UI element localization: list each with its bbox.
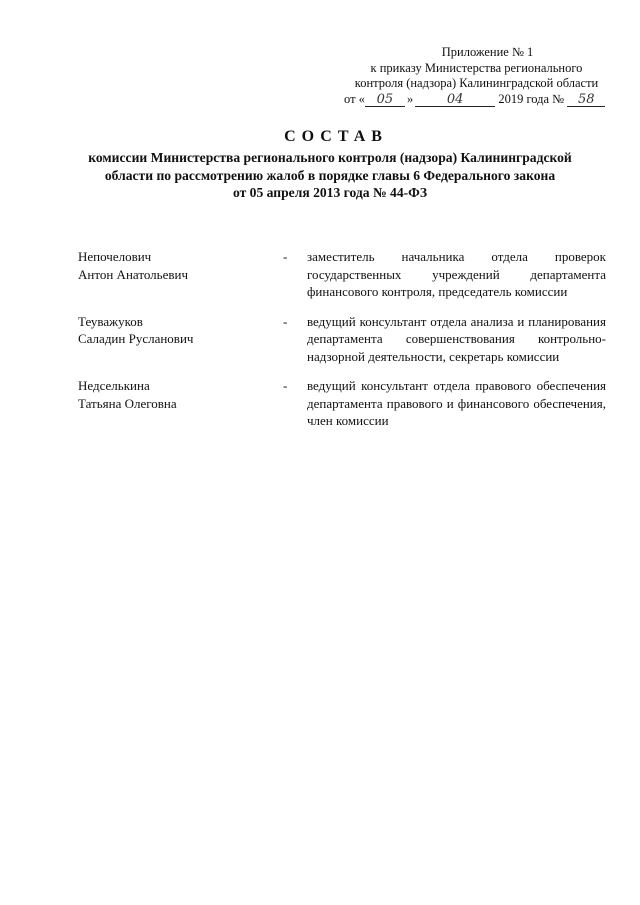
handwritten-day: 05 xyxy=(365,93,405,107)
title-heading: СОСТАВ xyxy=(284,128,388,145)
member-given-names: Татьяна Олеговна xyxy=(78,395,177,411)
member-name xyxy=(78,377,283,430)
member-dash: - xyxy=(283,378,288,393)
appendix-date-line xyxy=(330,92,615,108)
appendix-ministry: контроля (надзора) Калининградской области xyxy=(354,76,599,90)
member-surname: Недселькина xyxy=(78,378,150,393)
commission-members-list xyxy=(78,248,610,442)
member-name xyxy=(78,248,283,301)
handwritten-order-number: 58 xyxy=(567,93,605,107)
appendix-order-ref: к приказу Министерства регионального xyxy=(370,60,583,75)
appendix-reference xyxy=(330,45,615,107)
document-title xyxy=(40,127,620,202)
member-secretary xyxy=(78,313,610,366)
member-role: ведущий консультант отдела правового обеспечения департамента правового и финансового обеспечения, член комиссии xyxy=(307,378,606,428)
member-role: заместитель начальника отдела проверок государственных учреждений департамента финансового контроля, председатель комиссии xyxy=(307,249,606,299)
date-quote-close: » xyxy=(406,91,414,106)
appendix-number: Приложение № 1 xyxy=(441,45,534,59)
member-dash: - xyxy=(283,313,288,329)
member-given-names: Антон Анатольевич xyxy=(78,266,188,282)
member-role: ведущий консультант отдела анализа и планирования департамента совершенствования контрольно-надзорной деятельности, секретарь комиссии xyxy=(307,313,606,364)
member-given-names: Саладин Русланович xyxy=(78,331,194,346)
member-name xyxy=(78,313,283,366)
year-text: 2019 года № xyxy=(498,91,565,106)
handwritten-month: 04 xyxy=(415,93,495,107)
member-chair xyxy=(78,248,610,301)
title-line-2: области по рассмотрению жалоб в порядке главы 6 Федерального закона xyxy=(104,167,556,183)
member-surname: Теуважуков xyxy=(78,313,143,329)
title-line-1: комиссии Министерства регионального контроля (надзора) Калининградской xyxy=(88,150,572,165)
date-prefix: от « xyxy=(344,91,365,106)
member-dash: - xyxy=(283,249,288,264)
member-surname: Непочелович xyxy=(78,249,152,264)
member-commission xyxy=(78,377,610,430)
title-line-3: от 05 апреля 2013 года № 44-ФЗ xyxy=(232,185,428,200)
